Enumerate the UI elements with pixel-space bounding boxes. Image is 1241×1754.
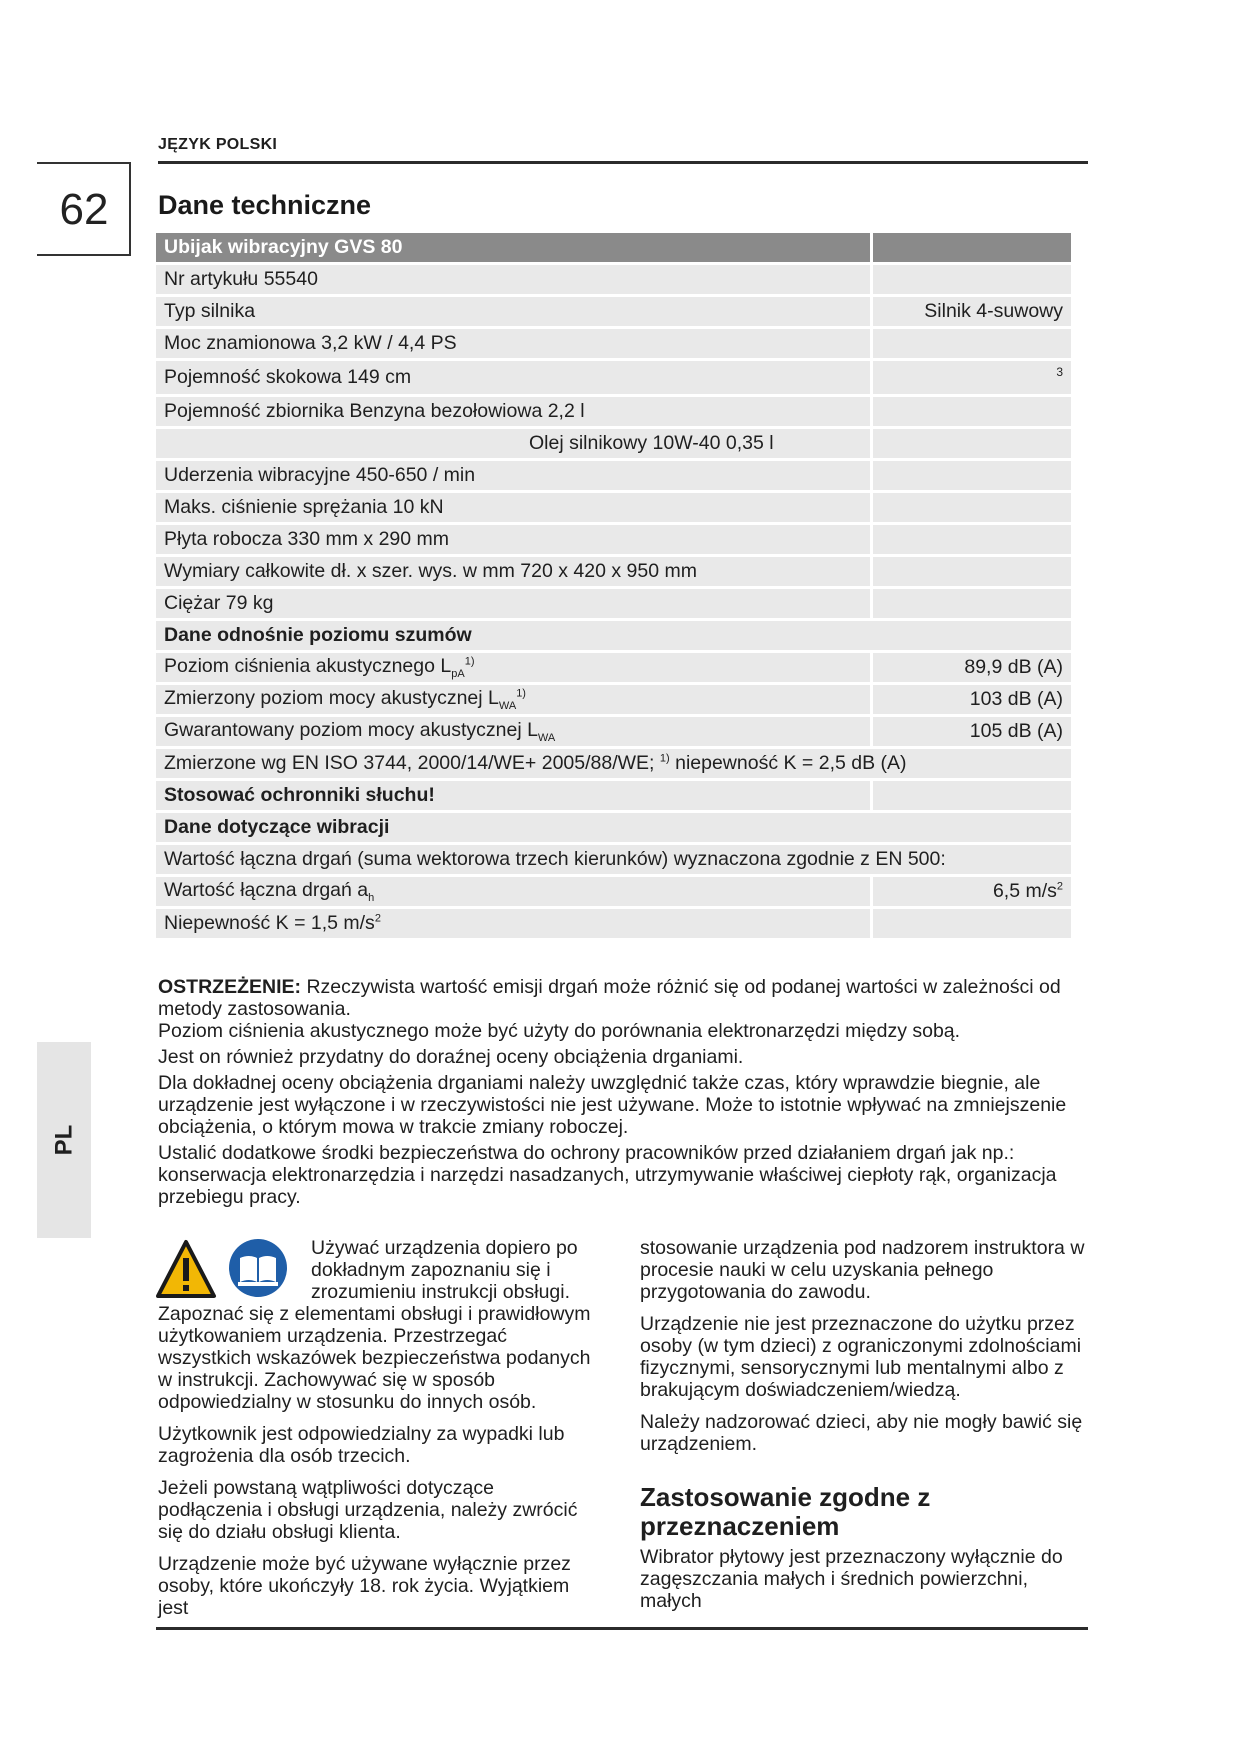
table-row bbox=[156, 265, 1071, 294]
row-label: Pojemność zbiornika Benzyna bezołowiowa 2,2 l bbox=[156, 397, 870, 426]
paragraph: stosowanie urządzenia pod nadzorem instruktora w procesie nauki w celu uzyskania pełnego przygotowania do zawodu. bbox=[640, 1237, 1085, 1303]
table-row bbox=[156, 361, 1071, 394]
table-row bbox=[156, 525, 1071, 554]
row-label: Poziom ciśnienia akustycznego $L_{pA}^{1)}$ bbox=[156, 653, 870, 682]
table-row bbox=[156, 653, 1071, 682]
warning-triangle-icon bbox=[158, 1242, 214, 1296]
safety-icons bbox=[156, 1238, 316, 1302]
paragraph: Zapoznać się z elementami obsługi i prawidłowym użytkowaniem urządzenia. Przestrzegać wszystkich wskazówek bezpieczeństwa podanych w instrukcji. Zachowywać się w sposób odpowiedzialny w stosunku do innych osób. bbox=[158, 1303, 591, 1413]
hearing-protection-note: Stosować ochronniki słuchu! bbox=[156, 781, 870, 810]
table-row bbox=[156, 749, 1071, 778]
row-value: Silnik 4-suwowy bbox=[870, 297, 1071, 326]
paragraph: Wibrator płytowy jest przeznaczony wyłącznie do zagęszczania małych i średnich powierzchni, małych bbox=[640, 1546, 1063, 1612]
table-row bbox=[156, 781, 1071, 810]
row-label: Nr artykułu 55540 bbox=[156, 265, 870, 294]
table-row bbox=[156, 717, 1071, 746]
row-value: 103 dB (A) bbox=[870, 685, 1071, 714]
row-label: Gwarantowany poziom mocy akustycznej $L_{WA}$ bbox=[156, 717, 870, 746]
table-row bbox=[156, 589, 1071, 618]
row-label: Typ silnika bbox=[156, 297, 870, 326]
row-label: Moc znamionowa 3,2 kW / 4,4 PS bbox=[156, 329, 870, 358]
warning-text: Dla dokładnej oceny obciążenia drganiami należy uwzględnić także czas, który wprawdzie biegnie, ale urządzenie jest wyłączone i w rzeczywistości nie jest używane. Może to istotnie wpływać na zmniejszenie obciążenia, o którym mowa w trakcie zmiany roboczej. bbox=[158, 1072, 1067, 1138]
paragraph: Jeżeli powstaną wątpliwości dotyczące podłączenia i obsługi urządzenia, należy zwrócić się do działu obsługi klienta. bbox=[158, 1477, 578, 1543]
row-label: Niepewność K = 1,5 $m/s^2$ bbox=[156, 909, 870, 938]
right-column-continued bbox=[640, 1546, 1085, 1622]
table-row bbox=[156, 621, 1071, 650]
row-label: Pojemność skokowa 149 cm bbox=[156, 361, 870, 394]
left-column bbox=[158, 1303, 598, 1629]
right-column bbox=[640, 1237, 1085, 1465]
header-language: JĘZYK POLSKI bbox=[158, 136, 278, 153]
warning-text: Ustalić dodatkowe środki bezpieczeństwa do ochrony pracowników przed działaniem drgań jak np.: konserwacja elektronarzędzia i narzędzi nasadzanych, utrzymywanie właściwej ciepłoty rąk, organizacja przebiegu pracy. bbox=[158, 1142, 1057, 1208]
row-label: Uderzenia wibracyjne 450-650 / min bbox=[156, 461, 870, 490]
footer-rule bbox=[156, 1627, 1088, 1630]
side-tab-label: PL bbox=[49, 1124, 77, 1156]
warning-label: OSTRZEŻENIE: bbox=[158, 976, 302, 998]
table-row bbox=[156, 685, 1071, 714]
row-label: Ciężar 79 kg bbox=[156, 589, 870, 618]
read-manual-icon bbox=[229, 1239, 287, 1297]
table-row bbox=[156, 493, 1071, 522]
table-row bbox=[156, 845, 1071, 874]
row-value: 6,5 $m/s^2$ bbox=[870, 877, 1071, 906]
paragraph: Urządzenie nie jest przeznaczone do użytku przez osoby (w tym dzieci) z ograniczonymi zdolnościami fizycznymi, sensorycznymi lub mentalnymi albo z brakującym doświadczeniem/wiedzą. bbox=[640, 1313, 1082, 1401]
spec-table bbox=[156, 230, 1071, 941]
table-row bbox=[156, 877, 1071, 906]
row-value: 105 dB (A) bbox=[870, 717, 1071, 746]
table-row bbox=[156, 557, 1071, 586]
intro-text: Używać urządzenia dopiero po dokładnym zapoznaniu się i zrozumieniu instrukcji obsługi. bbox=[311, 1237, 578, 1303]
table-row bbox=[156, 329, 1071, 358]
row-label: Zmierzony poziom mocy akustycznej $L_{WA}^{1)}$ bbox=[156, 685, 870, 714]
table-row bbox=[156, 397, 1071, 426]
section-heading: Dane odnośnie poziomu szumów bbox=[156, 621, 1071, 650]
paragraph: Urządzenie może być używane wyłącznie przez osoby, które ukończyły 18. rok życia. Wyjątkiem jest bbox=[158, 1553, 571, 1619]
row-label: Wartość łączna drgań $a_h$ bbox=[156, 877, 870, 906]
row-label: Wartość łączna drgań (suma wektorowa trzech kierunków) wyznaczona zgodnie z EN 500: bbox=[156, 845, 1071, 874]
warning-text: Jest on również przydatny do doraźnej oceny obciążenia drganiami. bbox=[158, 1046, 744, 1068]
header-rule bbox=[158, 161, 1088, 164]
page-title: Dane techniczne bbox=[158, 190, 372, 220]
row-value: 3 bbox=[870, 361, 1071, 394]
paragraph: Użytkownik jest odpowiedzialny za wypadki lub zagrożenia dla osób trzecich. bbox=[158, 1423, 565, 1467]
warning-text: Rzeczywista wartość emisji drgań może różnić się od podanej wartości w zależności od metody zastosowania. bbox=[158, 976, 1061, 1020]
table-row bbox=[156, 909, 1071, 938]
row-label: Zmierzone wg EN ISO 3744, 2000/14/WE+ 2005/88/WE; $^{1)}$ niepewność K = 2,5 dB (A) bbox=[156, 749, 1071, 778]
paragraph: Należy nadzorować dzieci, aby nie mogły bawić się urządzeniem. bbox=[640, 1411, 1083, 1455]
section-heading: Zastosowanie zgodne z przeznaczeniem bbox=[640, 1482, 931, 1541]
section-heading: Dane dotyczące wibracji bbox=[156, 813, 1071, 842]
table-row bbox=[156, 297, 1071, 326]
table-row bbox=[156, 429, 1071, 458]
row-label: Płyta robocza 330 mm x 290 mm bbox=[156, 525, 870, 554]
table-header-row bbox=[156, 233, 1071, 262]
row-value: 89,9 dB (A) bbox=[870, 653, 1071, 682]
table-row bbox=[156, 813, 1071, 842]
page-number: 62 bbox=[59, 185, 109, 234]
table-row bbox=[156, 461, 1071, 490]
row-label: Wymiary całkowite dł. x szer. wys. w mm 720 x 420 x 950 mm bbox=[156, 557, 870, 586]
warning-block bbox=[158, 976, 1088, 1212]
table-heading: Ubijak wibracyjny GVS 80 bbox=[156, 233, 870, 262]
row-label: Olej silnikowy 10W-40 0,35 l bbox=[156, 429, 870, 458]
warning-text: Poziom ciśnienia akustycznego może być użyty do porównania elektronarzędzi między sobą. bbox=[158, 1020, 961, 1042]
row-label: Maks. ciśnienie sprężania 10 kN bbox=[156, 493, 870, 522]
